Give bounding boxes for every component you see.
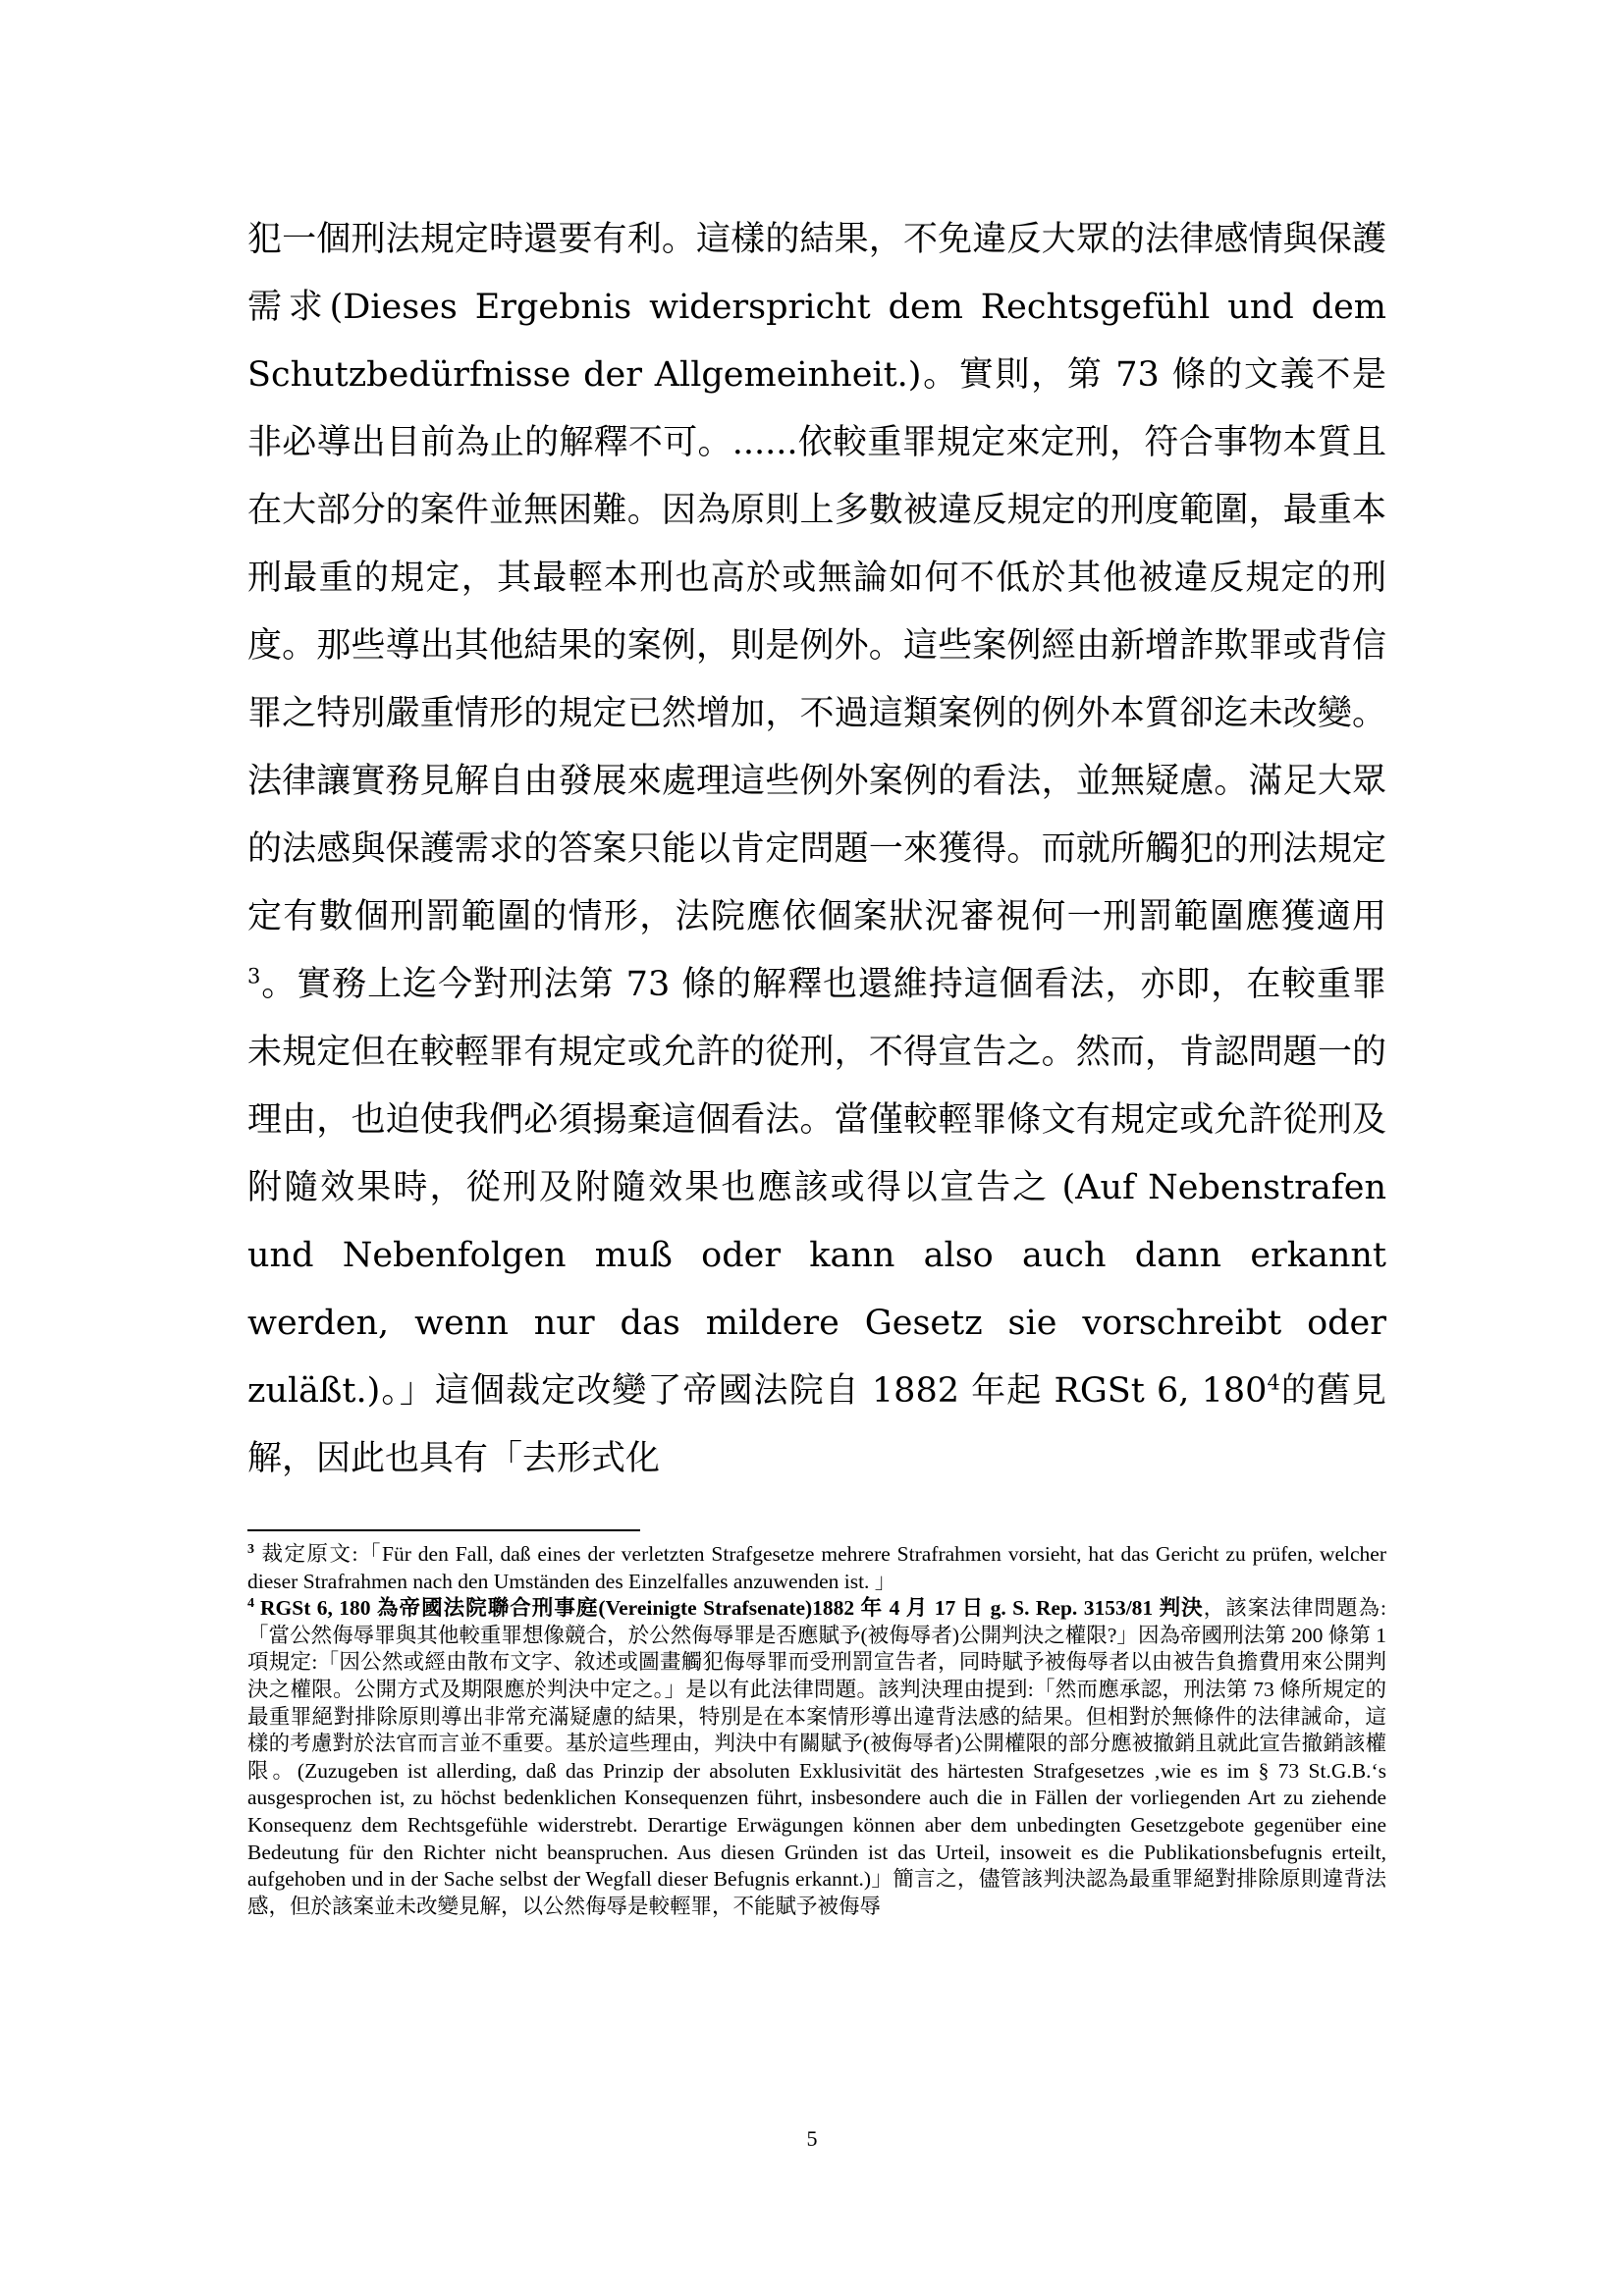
footnote-ref-3[interactable]: 3 bbox=[247, 964, 261, 988]
footnote-mark: 4 bbox=[247, 1596, 254, 1612]
body-text-part-2: 。實務上迄今對刑法第 73 條的解釋也還維持這個看法，亦即，在較重罪未規定但在較輕罪有規定或允許的從刑，不得宣告之。然而，肯認問題一的理由，也迫使我們必須揚棄這個看法。當僅較輕罪條文有規定或允許從刑及附隨效果時，從刑及附隨效果也應該或得以宣告之 (Auf Nebenstrafen und Nebenfolgen muß oder kann also auch dann erkannt werden, wenn nur das mildere Gesetz sie vorschreibt oder zuläßt.)。」這個裁定改變了帝國法院自 1882 年起 RGSt 6, 180 bbox=[247, 965, 1386, 1411]
footnote-text: ，該案法律問題為:「當公然侮辱罪與其他較重罪想像競合，於公然侮辱罪是否應賦予(被侮辱者)公開判決之權限?」因為帝國刑法第 200 條第 1 項規定:「因公然或經由散布文字、敘述或圖畫觸犯侮辱罪而受刑罰宣告者，同時賦予被侮辱者以由被告負擔費用來公開判決之權限。公開方式及期限應於判決中定之。」是以有此法律問題。該判決理由提到:「然而應承認，刑法第 73 條所規定的最重罪絕對排除原則導出非常充滿疑慮的結果，特別是在本案情形導出違背法感的結果。但相對於無條件的法律誡命，這樣的考慮對於法官而言並不重要。基於這些理由，判決中有關賦予(被侮辱者)公開權限的部分應被撤銷且就此宣告撤銷該權限。(Zuzugeben ist allerding, daß das Prinzip der absoluten Exklusivität des härtesten Strafgesetzes ‚wie es im § 73 St.G.B.‘s ausgesprochen ist, zu höchst bedenklichen Konsequenzen führt, insbesondere auch die in Fällen der vorliegenden Art zu ziehende Konsequenz dem Rechtsgefühle widerstrebt. Derartige Erwägungen können aber dem unbedingten Gesetzgebote gegenüber eine Bedeutung für den Richter nicht beanspruchen. Aus diesen Gründen ist das Urteil, insoweit es die Publikationsbefugnis erteilt, aufgehoben und in der Sache selbst der Wegfall dieser Befugnis erkannt.)」簡言之，儘管該判決認為最重罪絕對排除原則違背法感，但於該案並未改變見解，以公然侮辱是較輕罪，不能賦予被侮辱 bbox=[247, 1596, 1386, 1918]
footnotes bbox=[247, 1541, 1386, 1920]
page-number: 5 bbox=[806, 2126, 818, 2151]
footnote-citation: RGSt 6, 180 為帝國法院聯合刑事庭(Vereinigte Strafsenate)1882 年 4 月 17 日 g. S. Rep. 3153/81 判決 bbox=[259, 1596, 1204, 1621]
footnote-mark: 3 bbox=[247, 1541, 254, 1557]
body-text-part-3: 的舊見解，因此也具有「去形式化 bbox=[247, 1371, 1386, 1478]
body-paragraph bbox=[247, 206, 1386, 1493]
footnote-separator bbox=[247, 1529, 640, 1531]
footnote-3 bbox=[247, 1541, 1386, 1595]
body-text-part-1: 犯一個刑法規定時還要有利。這樣的結果，不免違反大眾的法律感情與保護需求(Dieses Ergebnis widerspricht dem Rechtsgefühl und dem Schutzbedürfnisse der Allgemeinheit.)。實則，第 73 條的文義不是非必導出目前為止的解釋不可。......依較重罪規定來定刑，符合事物本質且在大部分的案件並無困難。因為原則上多數被違反規定的刑度範圍，最重本刑最重的規定，其最輕本刑也高於或無論如何不低於其他被違反規定的刑度。那些導出其他結果的案例，則是例外。這些案例經由新增詐欺罪或背信罪之特別嚴重情形的規定已然增加，不過這類案例的例外本質卻迄未改變。法律讓實務見解自由發展來處理這些例外案例的看法，並無疑慮。滿足大眾的法感與保護需求的答案只能以肯定問題一來獲得。而就所觸犯的刑法規定定有數個刑罰範圍的情形，法院應依個案狀況審視何一刑罰範圍應獲適用 bbox=[247, 220, 1386, 936]
footnote-4 bbox=[247, 1595, 1386, 1920]
footnote-text: 裁定原文:「Für den Fall, daß eines der verletzten Strafgesetze mehrere Strafrahmen vorsieht, hat das Gericht zu prüfen, welcher dieser Strafrahmen nach den Umständen des Einzelfalles anzuwenden ist. 」 bbox=[247, 1542, 1386, 1593]
footnote-ref-4[interactable]: 4 bbox=[1267, 1370, 1280, 1395]
